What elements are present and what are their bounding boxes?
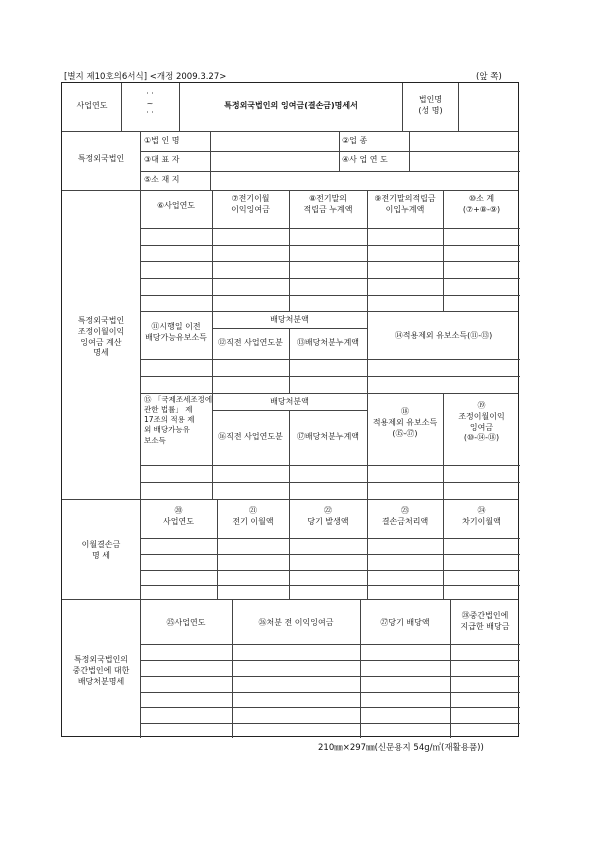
corp-name-label: 법인명 (성 명): [418, 95, 443, 115]
col-pre-enforcement-income: ⑪시행일 이전 배당가능유보소득: [145, 322, 207, 342]
col-loss-carried: ㉑ 전기 이월액: [232, 506, 274, 526]
col-dividend-paid-2: 배당처분액: [270, 397, 309, 406]
col-loss-processed: ㉓ 결손금처리액: [381, 506, 429, 526]
section1-label: 특정외국법인: [77, 154, 125, 163]
business-year-marks: · · ~ · ·: [146, 89, 154, 118]
col-loss-current: ㉒ 당기 발생액: [307, 506, 349, 526]
col-reserve-total: ⑧전기말의 적립금 누계액: [303, 194, 353, 214]
paper-spec-footer: 210㎜×297㎜(신문용지 54g/㎡(재활용품)): [318, 743, 484, 753]
page-side-label: (앞 쪽): [476, 72, 502, 82]
section4-label: 특정외국법인의 중간법인에 대한 배당처분명세: [72, 655, 130, 686]
col-business-year: ⑥사업연도: [156, 201, 196, 210]
section2-label: 특정외국법인 조정이월이익 잉여금 계산 명세: [77, 316, 125, 358]
business-type-field-label: ②업 종: [342, 136, 368, 145]
col-excluded-income-2: ⑱ 적용제외 유보소득 (⑮-⑰): [372, 407, 438, 438]
address-field-label: ⑤소 재 지: [144, 175, 180, 184]
col-prev-year-portion: ⑫직전 사업연도분: [218, 338, 283, 347]
col-div-pre-surplus: ㉖처분 전 이익잉여금: [258, 618, 334, 627]
col-intl-tax-excluded-income: ⑮ 「국제조세조정에 관한 법률」 제 17조의 적용 제 외 배당가능유 보소득: [144, 395, 213, 445]
col-adjusted-surplus: ⑲ 조정이월이익 잉여금 (⑩-⑭-⑱): [458, 401, 505, 443]
col-loss-next: ㉔ 차기이월액: [462, 506, 501, 526]
col-excluded-income: ⑭적용제외 유보소득(⑪-⑬): [394, 331, 493, 340]
corp-name-field-label: ①법 인 명: [144, 136, 180, 145]
col-prev-year-portion-2: ⑯직전 사업연도분: [218, 432, 283, 441]
col-dividend-paid: 배당처분액: [270, 315, 309, 324]
business-year-label: 사업연도: [76, 101, 108, 110]
col-dividend-total: ⑬배당처분누계액: [296, 338, 360, 347]
col-loss-business-year: ⑳ 사업연도: [163, 506, 194, 526]
col-div-current: ㉗당기 배당액: [380, 618, 430, 627]
col-div-business-year: ㉕사업연도: [166, 618, 206, 627]
col-subtotal: ⑩소 계 (⑦+⑧-⑨): [462, 194, 501, 214]
representative-field-label: ③대 표 자: [144, 155, 180, 164]
col-dividend-total-2: ⑰배당처분누계액: [296, 432, 360, 441]
col-div-intermediate: ㉘중간법인에 지급한 배당금: [460, 611, 510, 631]
form-number: [별지 제10호의6서식] <개정 2009.3.27>: [64, 72, 227, 82]
form-title: 특정외국법인의 잉여금(결손금)명세서: [224, 101, 358, 110]
section3-label: 이월결손금 명 세: [81, 540, 121, 560]
business-year-field-label: ④사 업 연 도: [342, 155, 388, 164]
col-carried-surplus: ⑦전기이월 이익잉여금: [231, 194, 270, 214]
form-table: [61, 82, 519, 737]
col-reserve-transfer: ⑨전기말의적립금 이입누계액: [374, 194, 436, 214]
